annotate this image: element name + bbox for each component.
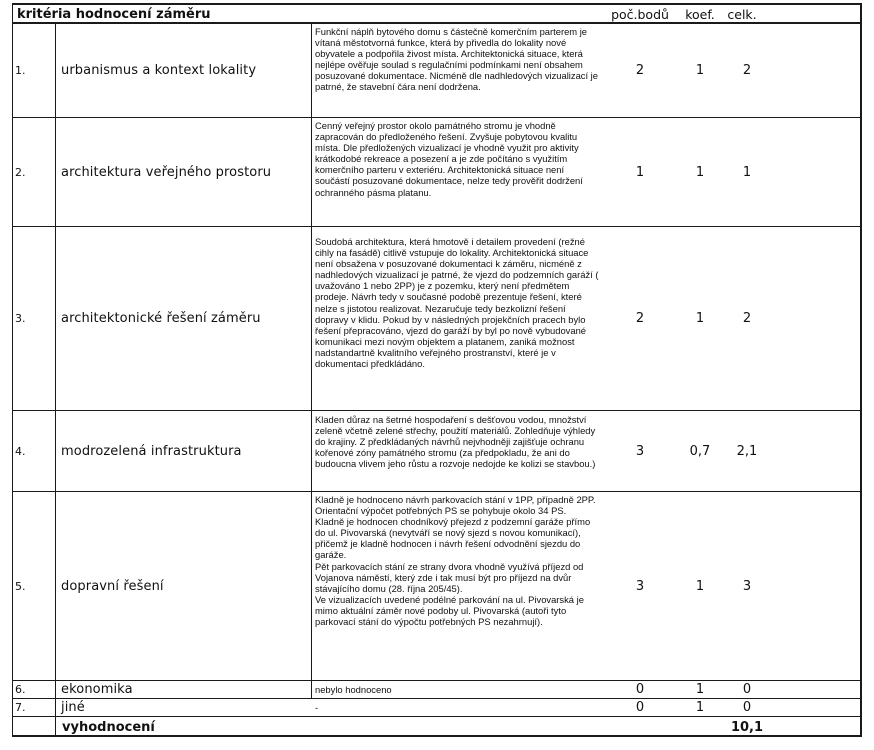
row-number: 3. bbox=[15, 312, 26, 325]
summary-total: 10,1 bbox=[730, 719, 764, 735]
header-points: poč.bodů bbox=[611, 6, 669, 22]
row-divider bbox=[12, 716, 862, 717]
coef-value: 1 bbox=[695, 62, 705, 78]
row-number: 6. bbox=[15, 683, 26, 696]
coef-value: 1 bbox=[695, 578, 705, 594]
criterion-description: nebylo hodnoceno bbox=[315, 684, 392, 695]
header-total: celk. bbox=[727, 6, 757, 22]
criterion-label: architektonické řešení záměru bbox=[61, 311, 261, 326]
header-coef: koef. bbox=[685, 6, 715, 22]
summary-label: vyhodnocení bbox=[62, 719, 155, 735]
total-value: 0 bbox=[742, 700, 752, 715]
border bbox=[12, 3, 13, 737]
total-value: 2,1 bbox=[736, 443, 758, 459]
criterion-description: - bbox=[315, 702, 319, 713]
criterion-label: dopravní řešení bbox=[61, 578, 164, 594]
total-value: 1 bbox=[742, 164, 752, 180]
border bbox=[860, 3, 862, 737]
row-number: 5. bbox=[15, 579, 26, 593]
criterion-description: Cenný veřejný prostor okolo památného stromu je vhodně zapracován do předloženého řešení. Zvyšuje pobytovou kvalitu místa. Dle předložených vizualizací je vhodně využit pro aktivity krátkodobé rekreace a posezení a je zde počítáno s využitím komerčního parteru v exteriéru. Architektonická situace není součástí posuzované dokumentace, nelze tedy prověřit dodržení ochranného pásma platanu. bbox=[315, 120, 583, 198]
points-value: 0 bbox=[635, 700, 645, 715]
coef-value: 1 bbox=[695, 164, 705, 180]
coef-value: 1 bbox=[695, 682, 705, 697]
total-value: 2 bbox=[742, 62, 752, 78]
points-value: 2 bbox=[635, 311, 645, 326]
criterion-label: ekonomika bbox=[61, 682, 133, 697]
row-number: 7. bbox=[15, 701, 26, 714]
criterion-description: Funkční náplň bytového domu s částečně komerčním parterem je vítaná městotvorná funkce, která by přivedla do lokality nové obyvatele a podpořila živost místa. Architektonická situace, která nejlépe ověřuje soulad s regulačními podmínkami není obsahem posuzované dokumentace. Nicméně dle nadhledových vizualizací je patrné, že stavební čára není dodržena. bbox=[315, 26, 598, 93]
row-number: 2. bbox=[15, 165, 26, 179]
points-value: 0 bbox=[635, 682, 645, 697]
total-value: 2 bbox=[742, 311, 752, 326]
coef-value: 1 bbox=[695, 311, 705, 326]
criterion-label: architektura veřejného prostoru bbox=[61, 164, 272, 180]
table-title: kritéria hodnocení záměru bbox=[17, 6, 211, 22]
total-value: 0 bbox=[742, 682, 752, 697]
coef-value: 1 bbox=[695, 700, 705, 715]
points-value: 3 bbox=[635, 578, 645, 594]
column-divider bbox=[311, 22, 312, 698]
criterion-label: jiné bbox=[61, 700, 85, 715]
criterion-description: Kladně je hodnoceno návrh parkovacích stání v 1PP, případně 2PP. Orientační výpočet potřebných PS se pohybuje okolo 34 PS. Kladně je hodnocen chodníkový přejezd z podzemní garáže přímo do ul. Pivovarská (nevytváří se nový sjezd s novou komunikací), přičemž je kladně hodnocen i návrh řešení odvodnění sjezdu do garáže. Pět parkovacích stání ze strany dvora vhodně využívá příjezd od Vojanova náměstí, který zde i tak musí být pro příjezd na dvůr stávajícího domu (28. října 205/45). Ve vizualizacích uvedené podélné parkování na ul. Pivovarská je mimo aktuální záměr nové podoby ul. Pivovarská (autoři tyto parkovací stání do výpočtu potřebných PS nezahrnují). bbox=[315, 494, 596, 628]
points-value: 2 bbox=[635, 62, 645, 78]
criterion-label: urbanismus a kontext lokality bbox=[61, 62, 257, 78]
column-divider bbox=[55, 22, 56, 735]
total-value: 3 bbox=[742, 578, 752, 594]
row-number: 1. bbox=[15, 63, 26, 77]
row-number: 4. bbox=[15, 444, 26, 458]
points-value: 3 bbox=[635, 443, 645, 459]
points-value: 1 bbox=[635, 164, 645, 180]
criterion-description: Soudobá architektura, která hmotově i detailem provedení (režné cihly na fasádě) citlivě vstupuje do lokality. Architektonická situace není obsažena v posuzované dokumentaci k záměru, nicméně z nadhledových vizualizací je patrné, že vjezd do podzemních garáží ( uvažováno 1 nebo 2PP) je z pozemku, který není předmětem prodeje. Návrh tedy v současné podobě prezentuje řešení, které nelze s jistotou realizovat. Nezaručuje tedy bezkolizní řešení dopravy v klidu. Pokud by v následných projekčních pracech bylo řešení přepracováno, vjezd do garáží by byl po nově vybudované komunikaci mezi novým objektem a platanem, zaniká možnost nadstandartně kvalitního veřejného prostranství, které je v dokumentaci předkládáno. bbox=[315, 236, 599, 370]
coef-value: 0,7 bbox=[689, 443, 711, 459]
criterion-description: Kladen důraz na šetrné hospodaření s dešťovou vodou, množství zeleně včetně zelené střechy, použití materiálů. Zohledňuje výhledy do krajiny. Z předkládaných návrhů nejvhodněji zajišťuje ochranu kořenové zóny památného stromu (za předpokladu, že ani do budoucna vlivem jeho růstu a rozvoje nedojde ke kolizi se stavbou.) bbox=[315, 414, 596, 470]
criterion-label: modrozelená infrastruktura bbox=[61, 443, 242, 459]
